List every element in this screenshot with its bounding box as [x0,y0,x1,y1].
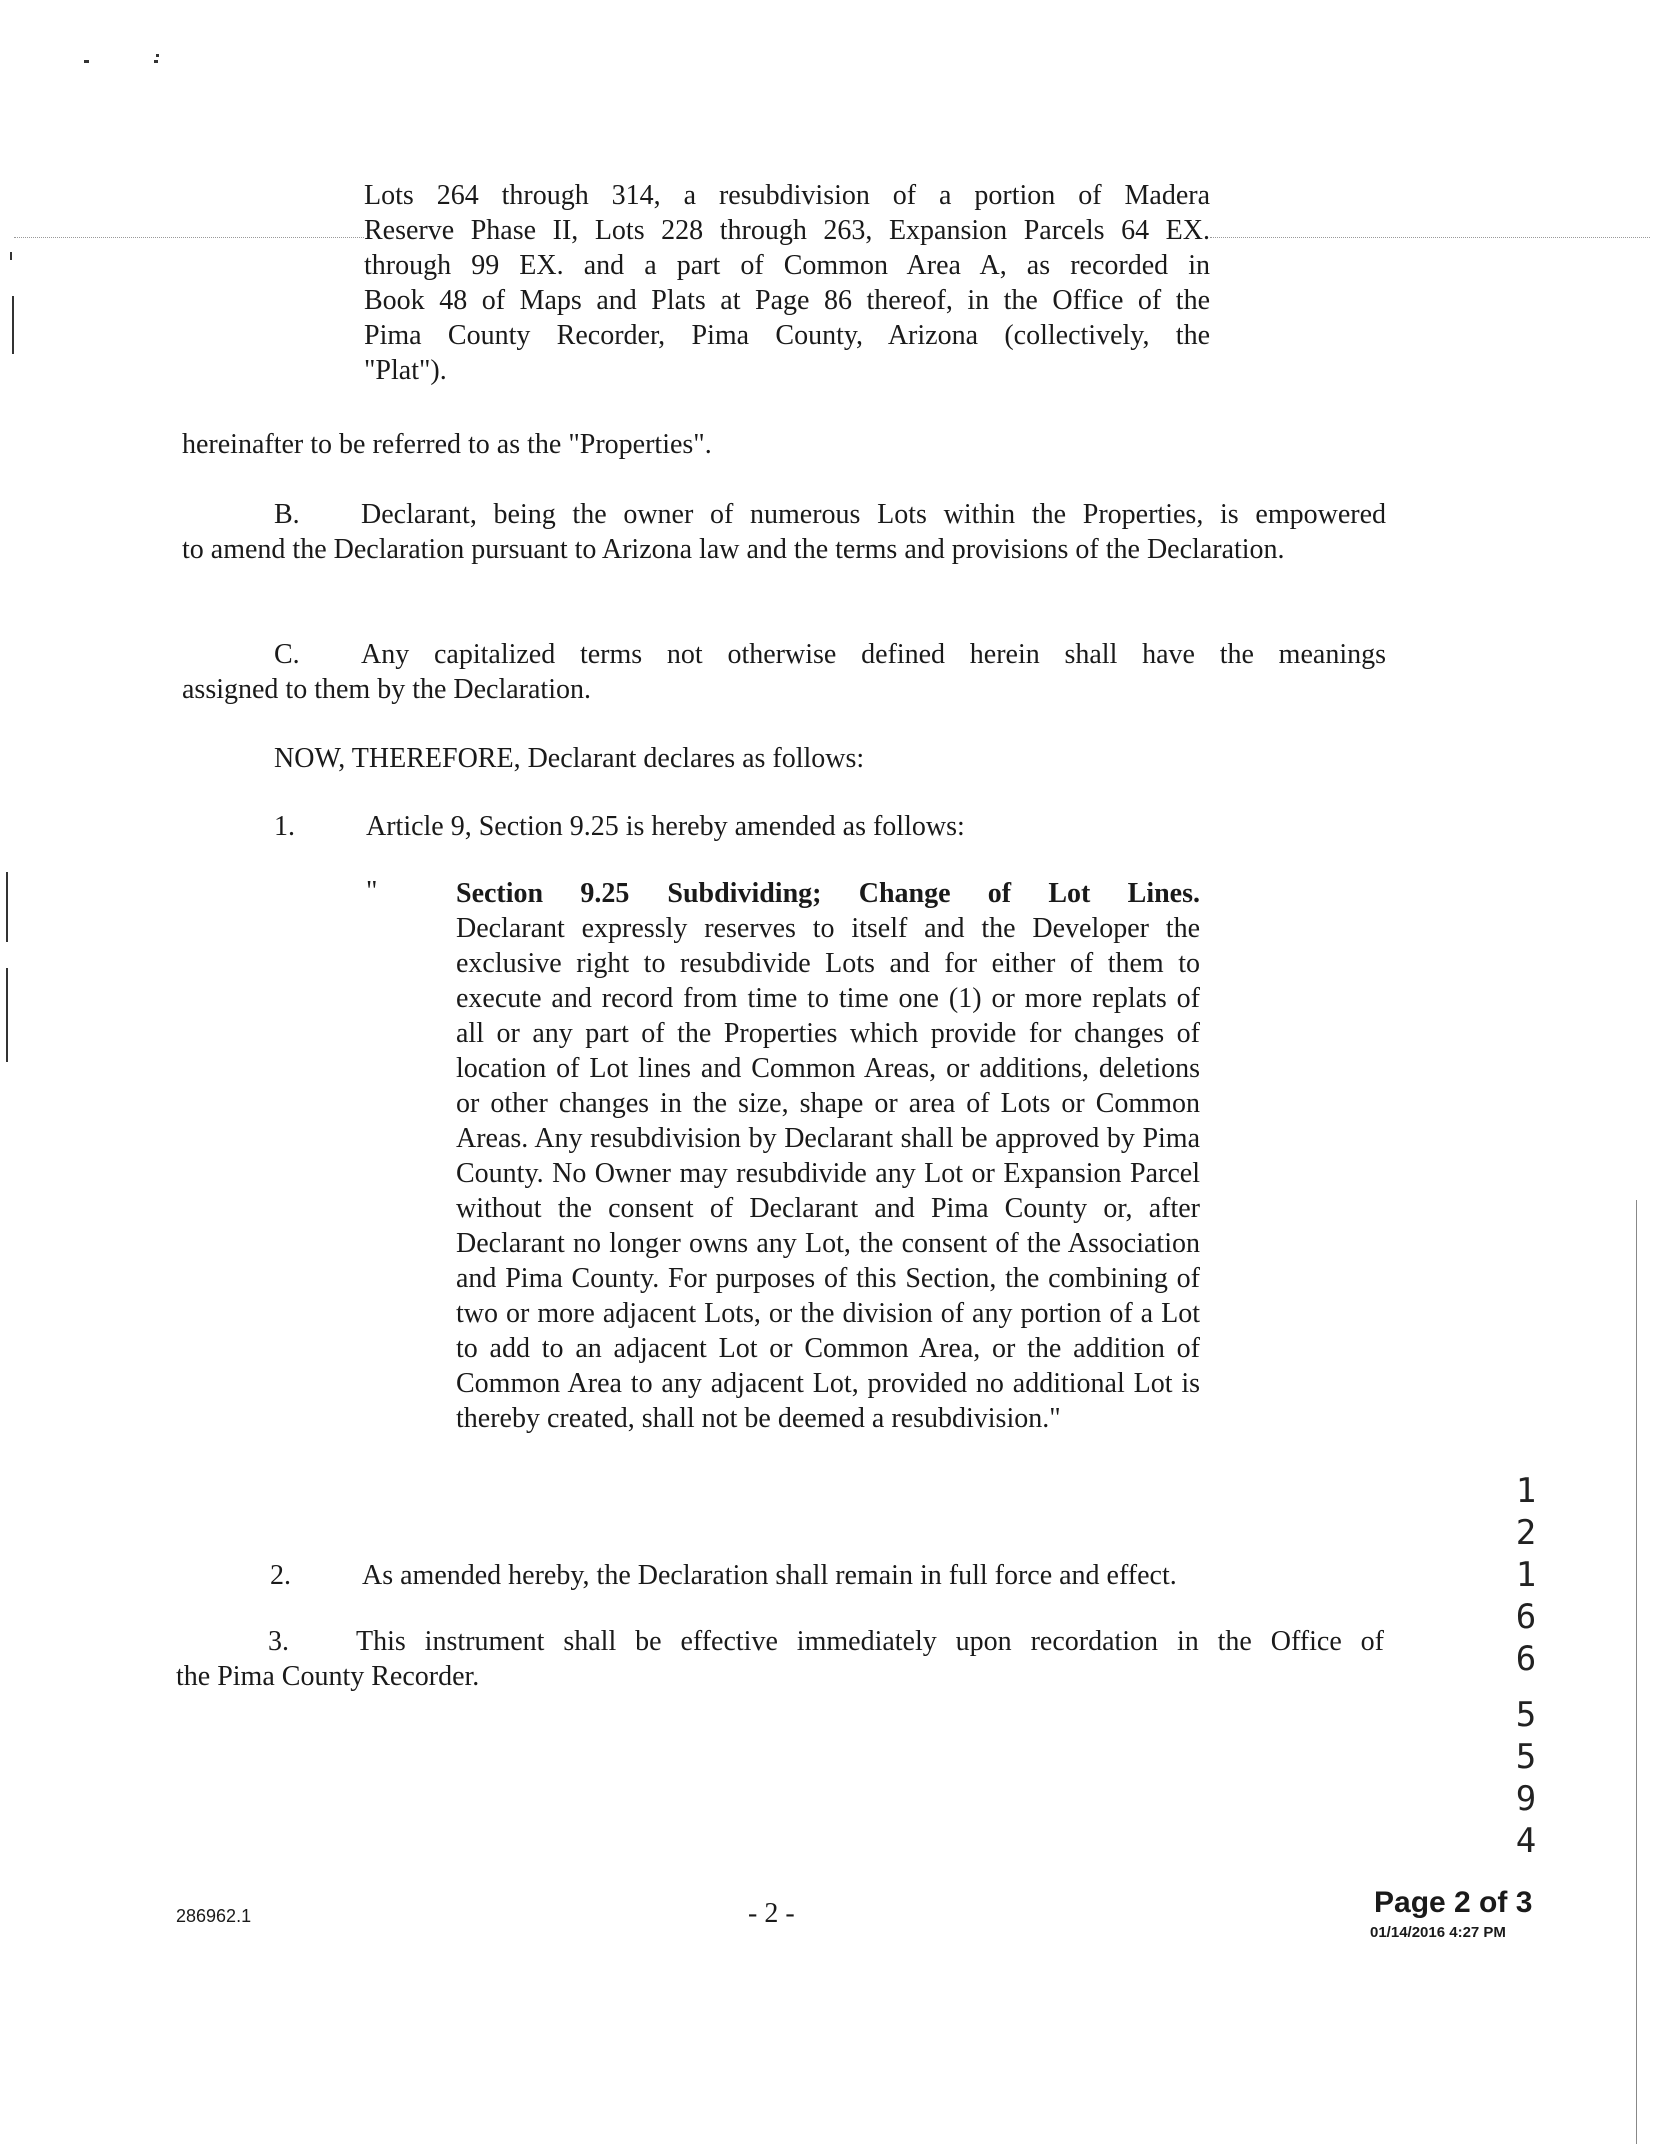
property-line: Pima County Recorder, Pima County, Arizona (collectively, the [364,320,1210,351]
recording-number-stamp [1506,1470,1546,1862]
item-3-rest: the Pima County Recorder. [176,1661,480,1692]
recital-b-letter: B. [274,499,300,530]
scan-edge-line [1636,1200,1637,2144]
property-line: Reserve Phase II, Lots 228 through 263, Expansion Parcels 64 EX. [364,215,1210,246]
scan-speck [154,60,158,63]
document-number: 286962.1 [176,1906,252,1926]
stamp-digit: 5 [1515,1737,1537,1777]
item-3-number: 3. [268,1626,289,1657]
section-number: Section 9.25 [456,878,630,909]
scan-dotted-rule [14,237,364,238]
scan-dotted-rule [1210,237,1650,238]
property-description [364,178,1210,388]
hereinafter-text: hereinafter to be referred to as the "Properties". [182,429,712,460]
section-body: Declarant expressly reserves to itself and the Developer the exclusive right to resubdivide Lots and for either of them to execute and record from time to time one (1) or more replats of all or any part of the Properties which provide for changes of location of Lot lines and Common Areas, or additions, deletions or other changes in the size, shape or area of Lots or Common Areas. Any resubdivision by Declarant shall be approved by Pima County. No Owner may resubdivide any Lot or Expansion Parcel without the consent of Declarant and Pima County or, after Declarant no longer owns any Lot, the consent of the Association and Pima County. For purposes of this Section, the combining of two or more adjacent Lots, or the division of any portion of a Lot to add to an adjacent Lot or Common Area, or the addition of Common Area to any adjacent Lot, provided no additional Lot is thereby created, shall not be deemed a resubdivision." [456,913,1200,1434]
property-line: through 99 EX. and a part of Common Area A, as recorded in [364,250,1210,281]
item-1-number: 1. [274,811,295,842]
page-count-label: Page 2 of 3 [1374,1886,1533,1919]
property-line: Book 48 of Maps and Plats at Page 86 thereof, in the Office of the [364,285,1210,316]
stamp-digit: 6 [1515,1597,1537,1637]
now-therefore: NOW, THEREFORE, Declarant declares as follows: [274,743,865,774]
property-line: "Plat"). [364,355,447,386]
stamp-digit: 4 [1515,1821,1537,1861]
scan-margin-line [6,968,8,1062]
scan-margin-line [12,296,14,354]
stamp-digit: 1 [1515,1555,1537,1595]
stamp-digit: 1 [1515,1471,1537,1511]
scan-margin-tick [10,252,12,260]
recital-c-letter: C. [274,639,300,670]
section-title: Subdividing; Change of Lot Lines. [667,878,1200,909]
recital-b-rest: to amend the Declaration pursuant to Arizona law and the terms and provisions of the Declaration. [182,534,1285,565]
section-open-quote: " [366,876,378,907]
recital-c-rest: assigned to them by the Declaration. [182,674,591,705]
page-number-center: - 2 - [748,1898,795,1929]
recital-c-first: Any capitalized terms not otherwise defined herein shall have the meanings [361,639,1386,670]
recital-b [182,497,1386,567]
item-2-number: 2. [270,1560,291,1591]
section-9-25 [456,876,1200,1436]
recital-c [182,637,1386,707]
item-3 [176,1624,1384,1694]
scan-speck [84,60,89,63]
stamp-digit: 6 [1515,1639,1537,1679]
property-line: Lots 264 through 314, a resubdivision of a portion of Madera [364,180,1210,211]
stamp-digit: 5 [1515,1695,1537,1735]
scan-speck [156,54,159,57]
scan-margin-line [6,872,8,942]
item-2-text: As amended hereby, the Declaration shall remain in full force and effect. [362,1560,1177,1591]
stamp-digit: 2 [1515,1513,1537,1553]
item-1-text: Article 9, Section 9.25 is hereby amended as follows: [366,811,965,842]
page-timestamp: 01/14/2016 4:27 PM [1370,1924,1506,1941]
stamp-digit: 9 [1515,1779,1537,1819]
item-3-first: This instrument shall be effective immediately upon recordation in the Office of [356,1626,1384,1657]
recital-b-first: Declarant, being the owner of numerous Lots within the Properties, is empowered [361,499,1386,530]
